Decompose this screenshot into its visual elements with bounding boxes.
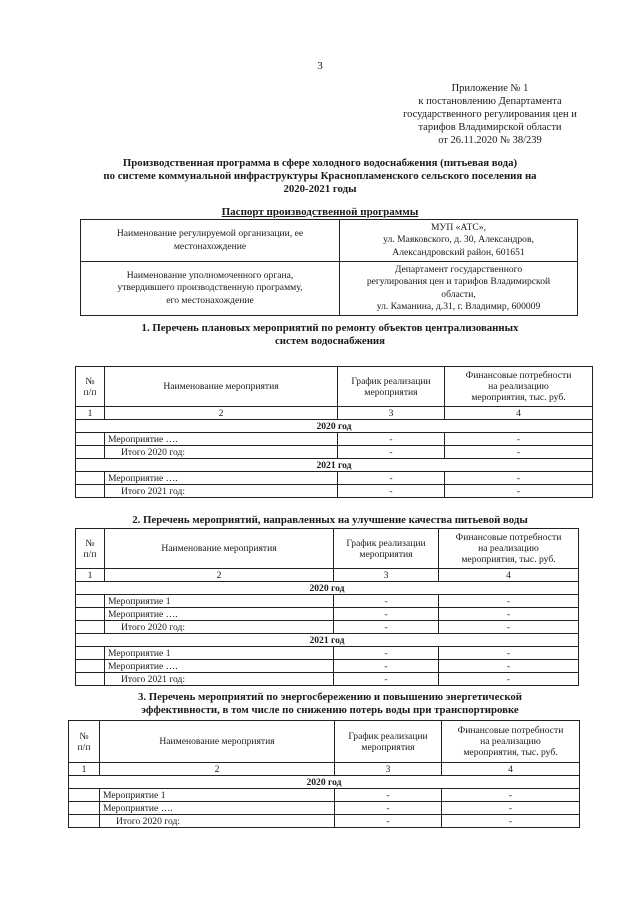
column-number: 4 bbox=[445, 407, 593, 420]
title-line: 3. Перечень мероприятий по энергосбережению и повышению энергетической bbox=[137, 691, 523, 703]
num-cell bbox=[76, 485, 105, 498]
text-line: на реализацию bbox=[478, 543, 539, 554]
text-line: ул. Каманина, д.31, г. Владимир, 600009 bbox=[376, 301, 541, 312]
text-line: мероприятия bbox=[359, 548, 413, 560]
header-schedule bbox=[335, 721, 442, 763]
year-label: 2021 год bbox=[76, 634, 579, 647]
num-cell bbox=[69, 789, 100, 802]
column-number: 4 bbox=[439, 569, 579, 582]
passport-label-cell bbox=[81, 262, 340, 316]
text-line: п/п bbox=[77, 741, 91, 753]
header-schedule bbox=[338, 367, 445, 407]
year-row bbox=[76, 420, 593, 433]
finance-cell: - bbox=[442, 802, 580, 815]
finance-cell: - bbox=[439, 595, 579, 608]
text-line: регулирования цен и тарифов Владимирской bbox=[366, 276, 551, 287]
schedule-cell: - bbox=[334, 673, 439, 686]
schedule-cell: - bbox=[338, 446, 445, 459]
text-line: мероприятия bbox=[364, 386, 418, 398]
name-cell: Мероприятие 1 bbox=[100, 789, 335, 802]
table-row bbox=[69, 789, 580, 802]
passport-title: Паспорт производственной программы bbox=[221, 206, 419, 218]
year-label: 2020 год bbox=[76, 420, 593, 433]
header-name: Наименование мероприятия bbox=[105, 529, 334, 569]
text-line: № bbox=[79, 730, 89, 742]
year-row bbox=[69, 776, 580, 789]
column-numbers-row bbox=[69, 763, 580, 776]
column-numbers-row bbox=[76, 569, 579, 582]
approval-block bbox=[380, 82, 600, 147]
year-label: 2021 год bbox=[76, 459, 593, 472]
column-numbers-row bbox=[76, 407, 593, 420]
text-line: на реализацию bbox=[488, 381, 549, 392]
column-number: 3 bbox=[335, 763, 442, 776]
schedule-cell: - bbox=[335, 815, 442, 828]
finance-cell: - bbox=[442, 815, 580, 828]
text-line: Наименование уполномоченного органа, bbox=[126, 269, 294, 281]
finance-cell: - bbox=[439, 647, 579, 660]
approval-line: к постановлению Департамента bbox=[418, 96, 562, 107]
text-line: График реализации bbox=[346, 537, 426, 549]
approval-line: тарифов Владимирской области bbox=[418, 122, 562, 133]
total-row bbox=[69, 815, 580, 828]
name-cell: Мероприятие …. bbox=[100, 802, 335, 815]
column-number: 2 bbox=[105, 569, 334, 582]
title-line: эффективности, в том числе по снижению потерь воды при транспортировке bbox=[141, 704, 519, 716]
approval-line: Приложение № 1 bbox=[451, 83, 529, 94]
total-row bbox=[76, 673, 579, 686]
table-row bbox=[81, 262, 578, 316]
text-line: мероприятия, тыс. руб. bbox=[463, 747, 558, 758]
section-2-title bbox=[60, 514, 600, 527]
text-line: Финансовые потребности bbox=[455, 532, 562, 543]
name-cell: Итого 2020 год: bbox=[105, 446, 338, 459]
schedule-cell: - bbox=[338, 485, 445, 498]
header-num bbox=[69, 721, 100, 763]
num-cell bbox=[76, 673, 105, 686]
approval-line: от 26.11.2020 № 38/239 bbox=[438, 135, 542, 146]
table-row bbox=[69, 802, 580, 815]
text-line: Финансовые потребности bbox=[457, 725, 564, 736]
header-finance bbox=[439, 529, 579, 569]
finance-cell: - bbox=[445, 485, 593, 498]
text-line: Александровский район, 601651 bbox=[392, 246, 525, 258]
num-cell bbox=[69, 815, 100, 828]
table-row bbox=[76, 595, 579, 608]
title-line: систем водоснабжения bbox=[275, 335, 385, 347]
column-number: 2 bbox=[105, 407, 338, 420]
name-cell: Мероприятие 1 bbox=[105, 595, 334, 608]
text-line: Департамент государственного bbox=[394, 263, 523, 275]
text-line: Наименование регулируемой организации, ее bbox=[116, 228, 304, 239]
finance-cell: - bbox=[445, 433, 593, 446]
year-label: 2020 год bbox=[69, 776, 580, 789]
schedule-cell: - bbox=[334, 608, 439, 621]
approval-line: государственного регулирования цен и bbox=[403, 109, 577, 120]
title-line: 2. Перечень мероприятий, направленных на улучшение качества питьевой воды bbox=[132, 514, 528, 526]
year-row bbox=[76, 582, 579, 595]
header-num bbox=[76, 529, 105, 569]
finance-cell: - bbox=[439, 673, 579, 686]
document-title bbox=[60, 157, 580, 196]
header-finance bbox=[445, 367, 593, 407]
name-cell: Мероприятие …. bbox=[105, 660, 334, 673]
text-line: области, bbox=[441, 288, 476, 300]
passport-table bbox=[80, 219, 578, 316]
schedule-cell: - bbox=[335, 789, 442, 802]
header-schedule bbox=[334, 529, 439, 569]
header-finance bbox=[442, 721, 580, 763]
year-row bbox=[76, 459, 593, 472]
finance-cell: - bbox=[439, 660, 579, 673]
total-row bbox=[76, 446, 593, 459]
finance-cell: - bbox=[445, 446, 593, 459]
name-cell: Мероприятие …. bbox=[105, 472, 338, 485]
column-number: 4 bbox=[442, 763, 580, 776]
table-row bbox=[76, 433, 593, 446]
header-name: Наименование мероприятия bbox=[100, 721, 335, 763]
column-number: 1 bbox=[76, 569, 105, 582]
table-row bbox=[81, 220, 578, 262]
finance-cell: - bbox=[439, 621, 579, 634]
name-cell: Мероприятие 1 bbox=[105, 647, 334, 660]
text-line: на реализацию bbox=[480, 736, 541, 747]
text-line: График реализации bbox=[348, 730, 428, 742]
section-1-title bbox=[60, 322, 600, 348]
text-line: МУП «АТС», bbox=[431, 221, 486, 233]
schedule-cell: - bbox=[334, 647, 439, 660]
num-cell bbox=[76, 446, 105, 459]
text-line: местонахождение bbox=[173, 240, 247, 252]
text-line: Финансовые потребности bbox=[465, 370, 572, 381]
name-cell: Мероприятие …. bbox=[105, 608, 334, 621]
finance-cell: - bbox=[442, 789, 580, 802]
total-row bbox=[76, 485, 593, 498]
title-line: 1. Перечень плановых мероприятий по ремонту объектов централизованных bbox=[141, 322, 519, 334]
passport-label-cell bbox=[81, 220, 340, 262]
name-cell: Итого 2020 год: bbox=[100, 815, 335, 828]
column-number: 1 bbox=[69, 763, 100, 776]
text-line: утвердившего производственную программу, bbox=[117, 282, 303, 294]
page-number: 3 bbox=[317, 60, 323, 72]
schedule-cell: - bbox=[335, 802, 442, 815]
name-cell: Мероприятие …. bbox=[105, 433, 338, 446]
passport-value-cell bbox=[340, 220, 578, 262]
year-row bbox=[76, 634, 579, 647]
passport-value-cell bbox=[340, 262, 578, 316]
text-line: № bbox=[85, 537, 95, 549]
text-line: График реализации bbox=[351, 375, 431, 387]
table-row bbox=[76, 660, 579, 673]
schedule-cell: - bbox=[338, 472, 445, 485]
name-cell: Итого 2020 год: bbox=[105, 621, 334, 634]
schedule-cell: - bbox=[334, 660, 439, 673]
num-cell bbox=[76, 472, 105, 485]
text-line: мероприятия, тыс. руб. bbox=[471, 392, 566, 403]
num-cell bbox=[69, 802, 100, 815]
column-number: 1 bbox=[76, 407, 105, 420]
num-cell bbox=[76, 595, 105, 608]
header-row bbox=[76, 367, 593, 407]
finance-cell: - bbox=[439, 608, 579, 621]
text-line: п/п bbox=[83, 386, 97, 398]
schedule-cell: - bbox=[334, 595, 439, 608]
name-cell: Итого 2021 год: bbox=[105, 485, 338, 498]
title-line: Производственная программа в сфере холодного водоснабжения (питьевая вода) bbox=[122, 157, 518, 169]
text-line: ул. Маяковского, д. 30, Александров, bbox=[383, 234, 534, 246]
text-line: № bbox=[85, 375, 95, 387]
column-number: 3 bbox=[338, 407, 445, 420]
header-name: Наименование мероприятия bbox=[105, 367, 338, 407]
num-cell bbox=[76, 647, 105, 660]
title-line: по системе коммунальной инфраструктуры Краснопламенского сельского поселения на bbox=[103, 170, 537, 182]
section-2-table bbox=[75, 528, 579, 686]
column-number: 3 bbox=[334, 569, 439, 582]
num-cell bbox=[76, 608, 105, 621]
num-cell bbox=[76, 660, 105, 673]
header-row bbox=[76, 529, 579, 569]
year-label: 2020 год bbox=[76, 582, 579, 595]
header-row bbox=[69, 721, 580, 763]
table-row bbox=[76, 472, 593, 485]
text-line: мероприятия, тыс. руб. bbox=[461, 554, 556, 565]
total-row bbox=[76, 621, 579, 634]
section-1-table bbox=[75, 366, 593, 498]
text-line: п/п bbox=[83, 548, 97, 560]
text-line: его местонахождение bbox=[166, 294, 254, 306]
schedule-cell: - bbox=[338, 433, 445, 446]
name-cell: Итого 2021 год: bbox=[105, 673, 334, 686]
text-line: мероприятия bbox=[361, 741, 415, 753]
schedule-cell: - bbox=[334, 621, 439, 634]
title-line: 2020-2021 годы bbox=[283, 183, 357, 195]
header-num bbox=[76, 367, 105, 407]
num-cell bbox=[76, 433, 105, 446]
table-row bbox=[76, 608, 579, 621]
table-row bbox=[76, 647, 579, 660]
num-cell bbox=[76, 621, 105, 634]
column-number: 2 bbox=[100, 763, 335, 776]
section-3-title bbox=[60, 691, 600, 717]
finance-cell: - bbox=[445, 472, 593, 485]
section-3-table bbox=[68, 720, 580, 828]
